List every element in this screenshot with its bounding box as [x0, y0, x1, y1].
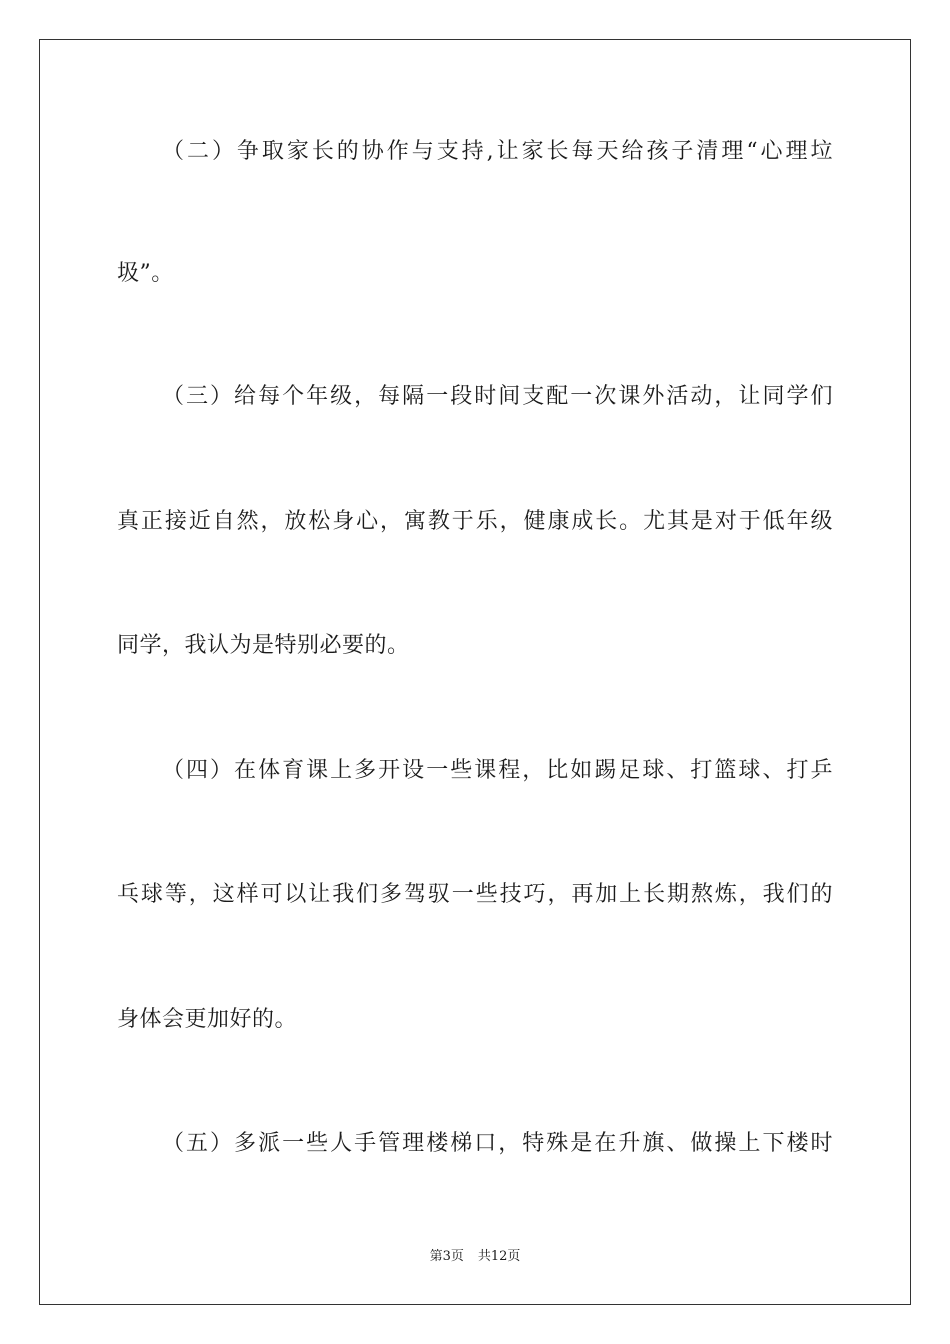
paragraph-3-line-2: 真正接近自然，放松身心，寓教于乐，健康成长。尤其是对于低年级 — [117, 509, 833, 534]
paragraph-2-line-1: （二）争取家长的协作与支持,让家长每天给孩子清理“心理垃 — [162, 139, 833, 164]
paragraph-3-line-1: （三）给每个年级，每隔一段时间支配一次课外活动，让同学们 — [162, 384, 833, 409]
page-footer — [0, 1248, 950, 1266]
paragraph-4-line-1: （四）在体育课上多开设一些课程，比如踢足球、打篮球、打乒 — [162, 758, 833, 783]
page-total: 共12页 — [477, 1249, 521, 1264]
paragraph-2-line-2: 圾”。 — [117, 261, 174, 286]
paragraph-5-line-1: （五）多派一些人手管理楼梯口，特殊是在升旗、做操上下楼时 — [162, 1131, 833, 1156]
page-border — [39, 39, 911, 1305]
paragraph-4-line-2: 乓球等，这样可以让我们多驾驭一些技巧，再加上长期熬炼，我们的 — [117, 882, 833, 907]
paragraph-3-line-3: 同学，我认为是特别必要的。 — [117, 633, 410, 658]
page-number: 第3页 — [429, 1249, 464, 1264]
paragraph-4-line-3: 身体会更加好的。 — [117, 1007, 298, 1032]
